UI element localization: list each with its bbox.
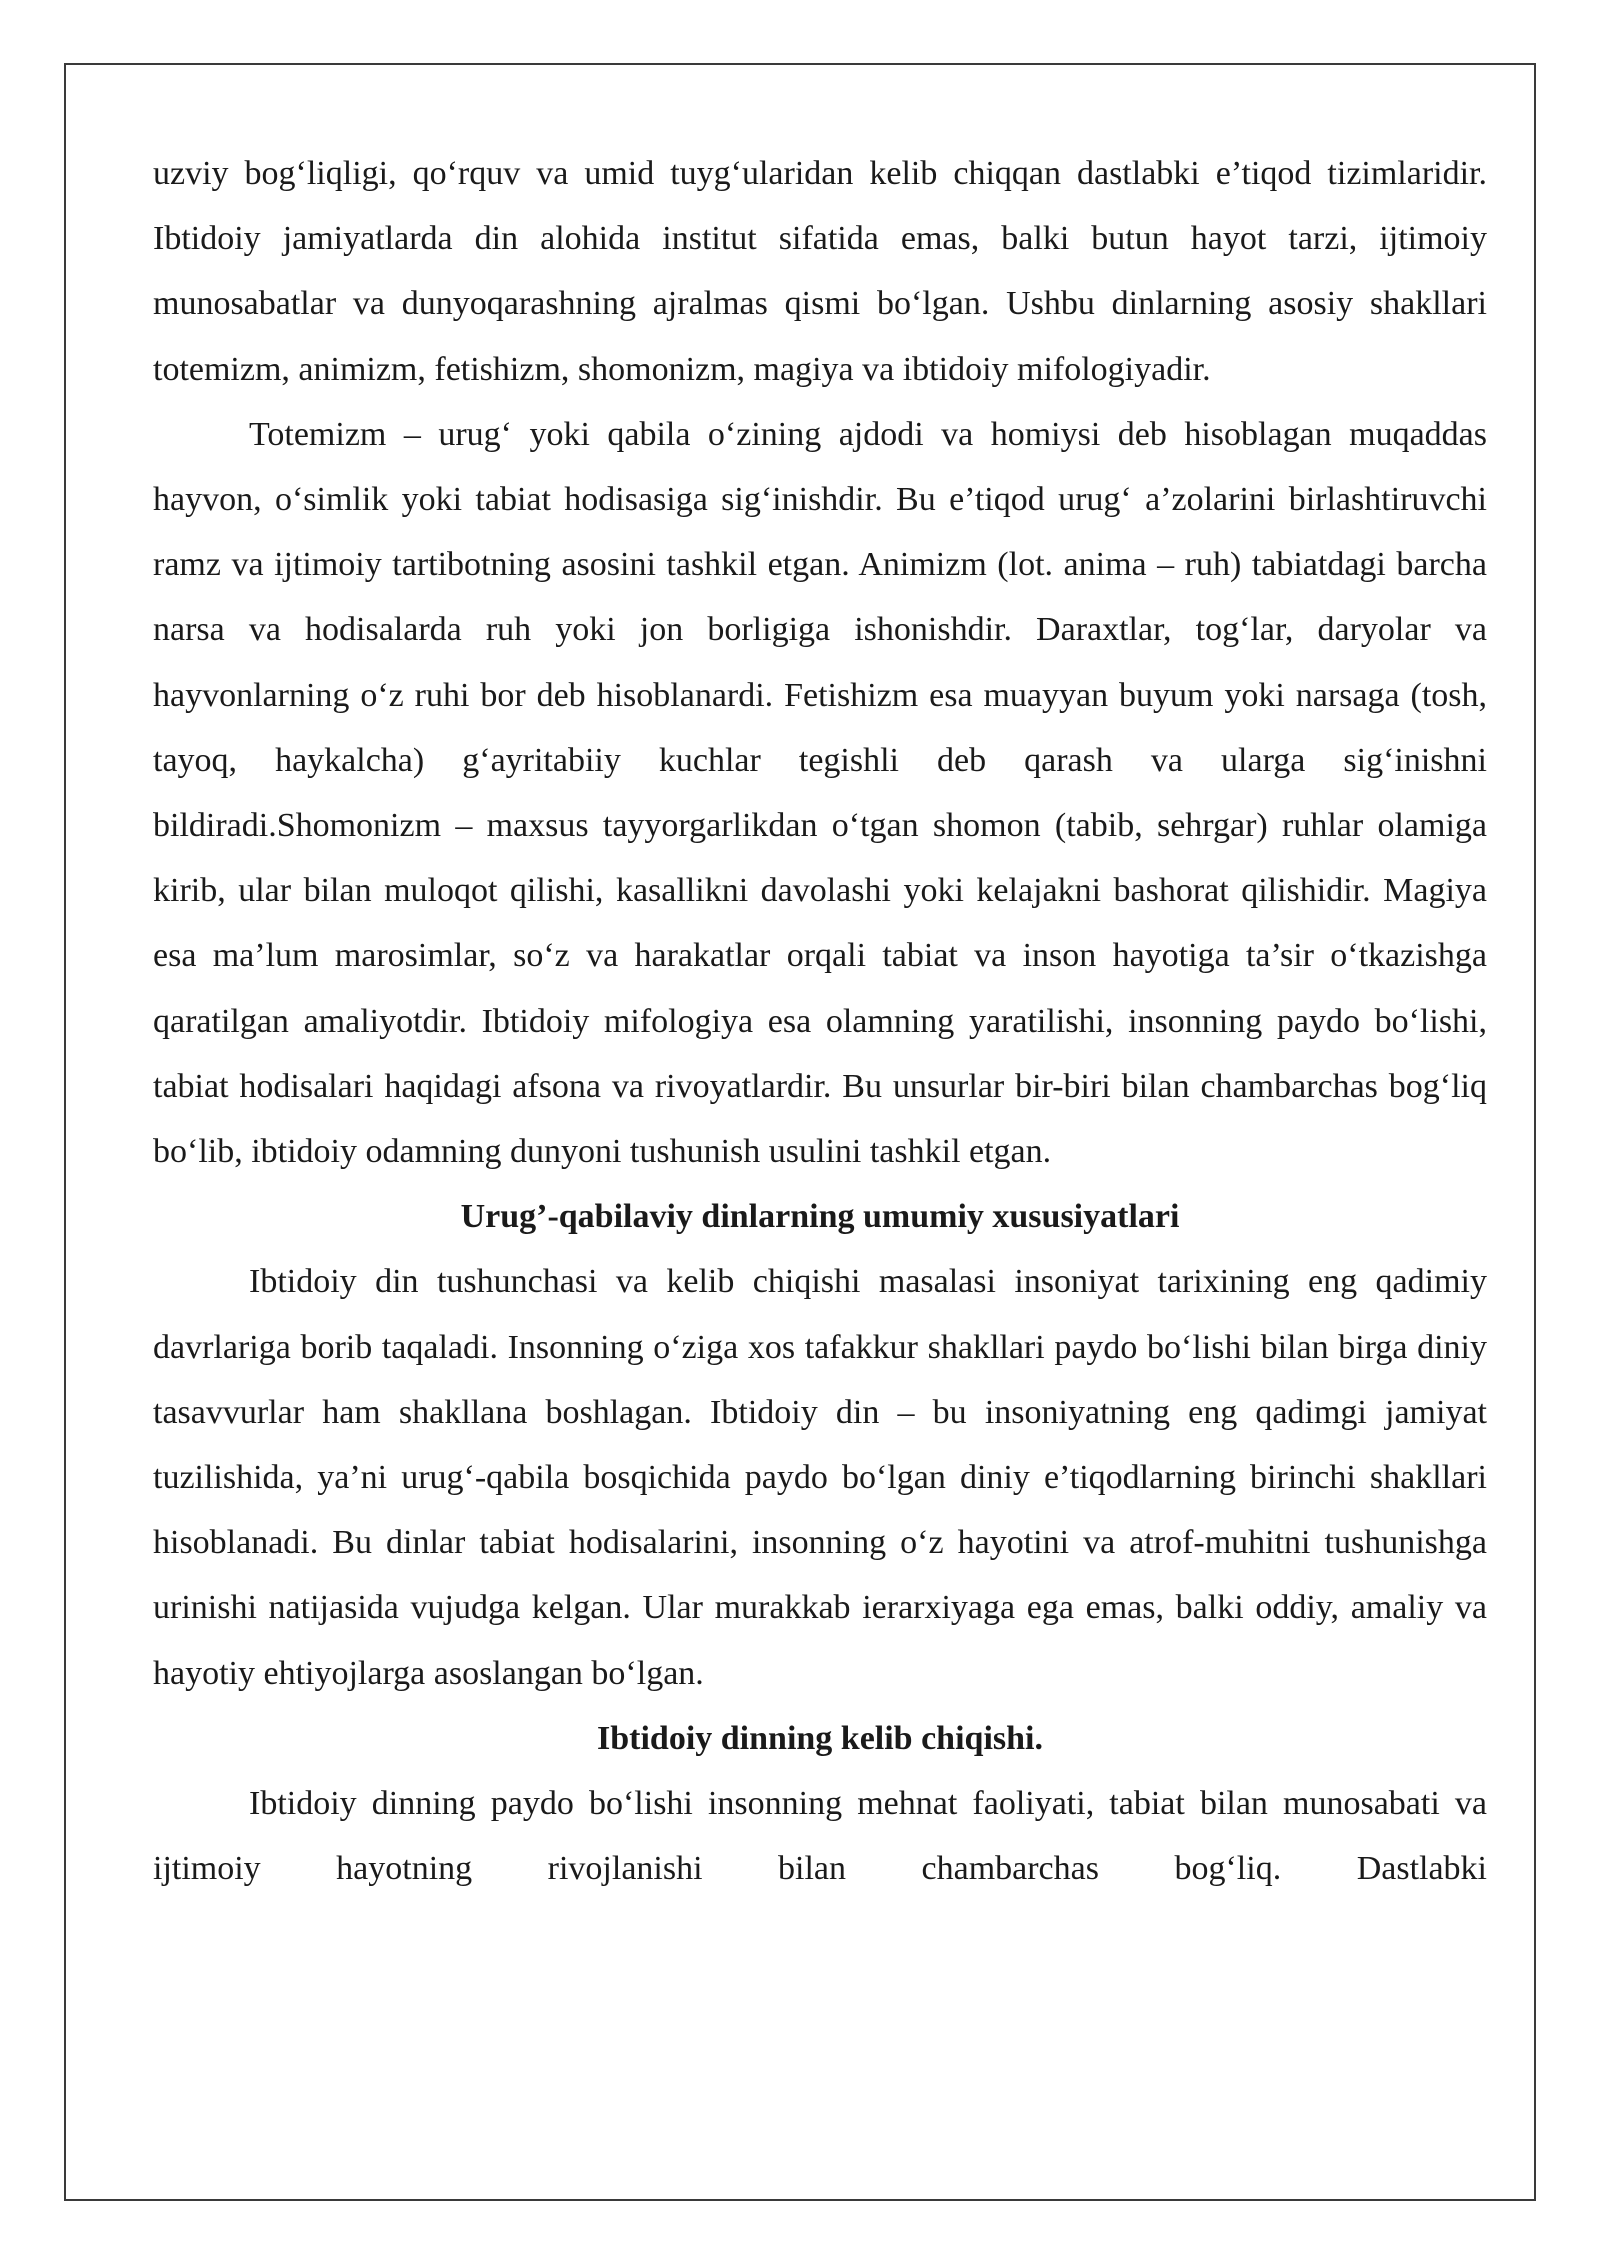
section-heading-origin: Ibtidoiy dinning kelib chiqishi. xyxy=(597,1719,1043,1757)
section-heading-general-features: Urug’-qabilaviy dinlarning umumiy xususiyatlari xyxy=(460,1198,1180,1236)
paragraph-religion-forms: uzviy bog‘liqligi, qo‘rquv va umid tuyg‘ularidan kelib chiqqan dastlabki e’tiqod tizimlaridir. Ibtidoiy jamiyatlarda din alohida institut sifatida emas, balki butun hayot tarzi, ijtimoiy munosabatlar va dunyoqarashning ajralmas qismi bo‘lgan. Ushbu dinlarning asosiy shakllari totemizm, animizm, fetishizm, shomonizm, magiya va ibtidoiy mifologiyadir. xyxy=(153,155,1487,388)
document-body xyxy=(153,141,1487,1901)
paragraph-totemism-animism: Totemizm – urug‘ yoki qabila o‘zining ajdodi va homiysi deb hisoblagan muqaddas hayvon, o‘simlik yoki tabiat hodisasiga sig‘inishdir. Bu e’tiqod urug‘ a’zolarini birlashtiruvchi ramz va ijtimoiy tartibotning asosini tashkil etgan. Animizm (lot. anima – ruh) tabiatdagi barcha narsa va hodisalarda ruh yoki jon borligiga ishonishdir. Daraxtlar, tog‘lar, daryolar va hayvonlarning o‘z ruhi bor deb hisoblanardi. Fetishizm esa muayyan buyum yoki narsaga (tosh, tayoq, haykalcha) g‘ayritabiiy kuchlar tegishli deb qarash va ularga sig‘inishni bildiradi.Shomonizm – maxsus tayyorgarlikdan o‘tgan shomon (tabib, sehrgar) ruhlar olamiga kirib, ular bilan muloqot qilishi, kasallikni davolashi yoki kelajakni bashorat qilishidir. Magiya esa ma’lum marosimlar, so‘z va harakatlar orqali tabiat va inson hayotiga ta’sir o‘tkazishga qaratilgan amaliyotdir. Ibtidoiy mifologiya esa olamning yaratilishi, insonning paydo bo‘lishi, tabiat hodisalari haqidagi afsona va rivoyatlardir. Bu unsurlar bir-biri bilan chambarchas bog‘liq bo‘lib, ibtidoiy odamning dunyoni tushunish usulini tashkil etgan. xyxy=(153,415,1487,1171)
paragraph-origin-start: Ibtidoiy dinning paydo bo‘lishi insonning mehnat faoliyati, tabiat bilan munosabati va ijtimoiy hayotning rivojlanishi bilan chambarchas bog‘liq. Dastlabki xyxy=(153,1785,1487,1888)
paragraph-primitive-religion-concept: Ibtidoiy din tushunchasi va kelib chiqishi masalasi insoniyat tarixining eng qadimiy davrlariga borib taqaladi. Insonning o‘ziga xos tafakkur shakllari paydo bo‘lishi bilan birga diniy tasavvurlar ham shakllana boshlagan. Ibtidoiy din – bu insoniyatning eng qadimgi jamiyat tuzilishida, ya’ni urug‘-qabila bosqichida paydo bo‘lgan diniy e’tiqodlarning birinchi shakllari hisoblanadi. Bu dinlar tabiat hodisalarini, insonning o‘z hayotini va atrof-muhitni tushunishga urinishi natijasida vujudga kelgan. Ular murakkab ierarxiyaga ega emas, balki oddiy, amaliy va hayotiy ehtiyojlarga asoslangan bo‘lgan. xyxy=(153,1263,1487,1692)
